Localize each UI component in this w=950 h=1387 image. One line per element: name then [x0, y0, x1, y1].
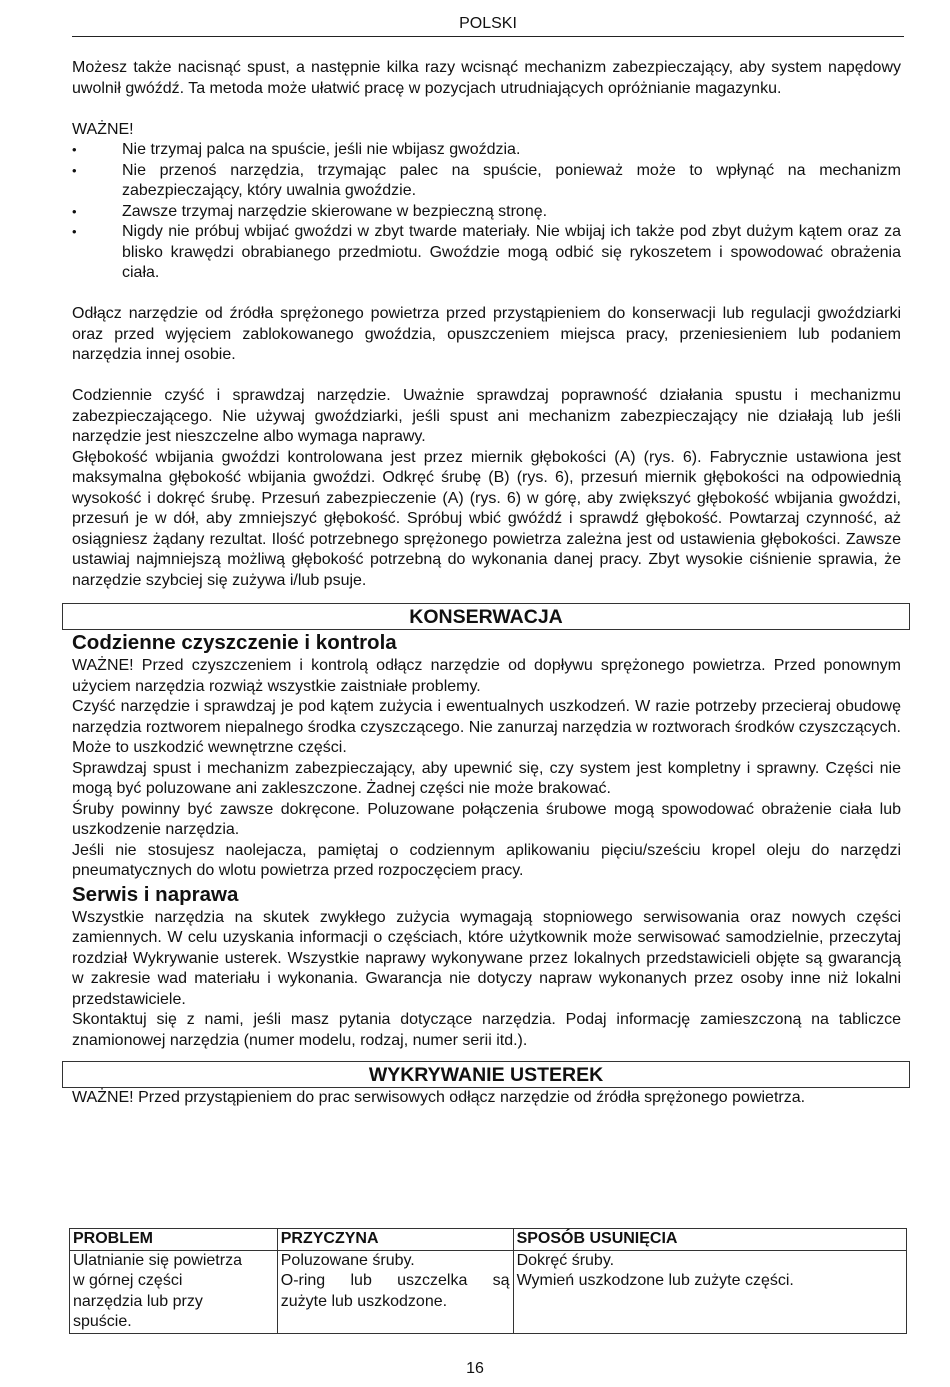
section-title-konserwacja: KONSERWACJA [62, 603, 910, 630]
cause-word: O-ring [280, 1272, 326, 1289]
cleaning-paragraph: Śruby powinny być zawsze dokręcone. Poluzowane połączenia śrubowe mogą spowodować obrażenie ciała lub uszkodzenie narzędzia. [72, 800, 901, 838]
solution-cell [513, 1250, 906, 1333]
page-header [72, 12, 904, 37]
column-header-problem: PROBLEM [70, 1229, 278, 1251]
page-number: 16 [466, 1360, 484, 1377]
warning-text: Przed przystąpieniem do prac serwisowych odłącz narzędzie od źródła sprężonego powietrza. [133, 1089, 806, 1106]
problem-line: narzędzia lub przy [73, 1292, 203, 1310]
cleaning-paragraph: Jeśli nie stosujesz naolejacza, pamiętaj o codziennym aplikowaniu pięciu/sześciu kropel oleju do narzędzi pneumatycznych do wlotu powietrza przed rozpoczęciem pracy. [72, 841, 901, 879]
solution-line: Dokręć śruby. [516, 1251, 615, 1269]
problem-line: w górnej części [73, 1272, 183, 1289]
header-language: POLSKI [459, 15, 517, 32]
cleaning-paragraph: WAŻNE! Przed czyszczeniem i kontrolą odłącz narzędzie od dopływu sprężonego powietrza. Przed ponownym użyciem narzędzia rozwiąż wszystkie zaistniałe problemy. [72, 657, 901, 695]
subsection-title-service: Serwis i naprawa [72, 882, 239, 906]
subsection-title-cleaning: Codzienne czyszczenie i kontrola [72, 631, 397, 654]
cause-word: uszczelka [397, 1272, 468, 1289]
problem-line: spuście. [73, 1313, 132, 1330]
bullet-item: • Nie przenoś narzędzia, trzymając palec na spuście, ponieważ może to wpłynąć na mechanizm zabezpieczający, który uwalnia gwoździe. [72, 161, 901, 202]
intro-paragraph-1: Możesz także nacisnąć spust, a następnie kilka razy wcisnąć mechanizm zabezpieczający, aby system napędowy uwolnił gwóźdź. Ta metoda może ułatwić pracę w pozycjach utrudniających opróżnianie magazynku. [72, 59, 901, 97]
troubleshooting-warning [72, 1088, 901, 1109]
table-header-row [70, 1229, 907, 1251]
column-header-cause: PRZYCZYNA [277, 1229, 513, 1251]
cause-line: zużyte lub uszkodzone. [280, 1292, 448, 1310]
bullet-item: • Zawsze trzymaj narzędzie skierowane w bezpieczną stronę. [72, 202, 901, 223]
cleaning-paragraph: Czyść narzędzie i sprawdzaj je pod kątem zużycia i ewentualnych uszkodzeń. W razie potrzeby przecieraj obudowę narzędzia roztworem niepalnego środka czyszczącego. Nie zanurzaj narzędzia w roztworach środków czyszczących. Może to uszkodzić wewnętrzne części. [72, 698, 901, 756]
problem-line: Ulatnianie się powietrza [73, 1251, 242, 1269]
cleaning-paragraph: Sprawdzaj spust i mechanizm zabezpieczający, aby upewnić się, czy system jest kompletny i sprawny. Części nie mogą być poluzowane ani zakleszczone. Żadnej części nie może brakować. [72, 759, 901, 797]
document-body [72, 58, 901, 1109]
cause-line-justified [281, 1271, 510, 1292]
section-title-wykrywanie: WYKRYWANIE USTEREK [62, 1061, 910, 1088]
service-paragraph: Wszystkie narzędzia na skutek zwykłego zużycia wymagają stopniowego serwisowania oraz nowych części zamiennych. W celu uzyskania informacji o częściach, które użytkownik może serwisować samodzielnie, przeczytaj rozdział Wykrywanie usterek. Wszystkie naprawy wykonywane przez lokalnych przedstawicieli objęte są gwarancją w zakresie wad materiału i wykonania. Gwarancja nie dotyczy napraw wykonanych przez osoby inne niż lokalni przedstawiciele. [72, 908, 901, 1008]
bullet-item: • Nie trzymaj palca na spuście, jeśli nie wbijasz gwoździa. [72, 140, 901, 161]
cause-word: są [492, 1272, 510, 1289]
troubleshooting-table [69, 1228, 907, 1334]
cause-cell [277, 1250, 513, 1333]
service-paragraph: Skontaktuj się z nami, jeśli masz pytania dotyczące narzędzia. Podaj informację zamieszczoną na tabliczce znamionowej narzędzia (numer modelu, rodzaj, numer serii itd.). [72, 1011, 901, 1049]
disconnect-paragraph: Odłącz narzędzie od źródła sprężonego powietrza przed przystąpieniem do konserwacji lub regulacji gwoździarki oraz przed wyjęciem zablokowanego gwoździa, opuszczeniem miejsca pracy, przeniesieniem lub podaniem narzędzia innej osobie. [72, 305, 901, 363]
important-label: WAŻNE! [72, 120, 134, 138]
solution-line: Wymień uszkodzone lub zużyte części. [516, 1272, 794, 1289]
table-row [70, 1250, 907, 1333]
important-bullet-list [72, 140, 901, 284]
daily-check-paragraph: Codziennie czyść i sprawdzaj narzędzie. Uważnie sprawdzaj poprawność działania spustu i mechanizmu zabezpieczającego. Nie używaj gwoździarki, jeśli spust ani mechanizm zabezpieczający nie działają lub jeśli narzędzie jest nieszczelne albo wymaga naprawy. [72, 387, 901, 445]
warning-label: WAŻNE! [72, 1089, 134, 1106]
bullet-item: • Nigdy nie próbuj wbijać gwoździ w zbyt twarde materiały. Nie wbijaj ich także pod zbyt dużym kątem oraz za blisko krawędzi obrabianego przedmiotu. Gwoździe mogą odbić się rykoszetem i spowodować obrażenia ciała. [72, 222, 901, 284]
depth-paragraph: Głębokość wbijania gwoździ kontrolowana jest przez miernik głębokości (A) (rys. 6). Fabrycznie ustawiona jest maksymalna głębokość wbijania gwoździ. Odkręć śrubę (B) (rys. 6), przesuń miernik głębokości na odpowiednią wysokość i dokręć śrubę. Przesuń zabezpieczenie (A) (rys. 6) w górę, aby zwiększyć głębokość wbijania gwoździ, przesuń je w dół, aby zmniejszyć głębokość. Spróbuj wbić gwóźdź i sprawdź głębokość. Powtarzaj czynność, aż osiągniesz żądany rezultat. Ilość potrzebnego sprężonego powietrza zależna jest od ustawienia głębokości. Zawsze ustawiaj najmniejszą możliwą głębokość potrzebną do wykonania danej pracy. Zbyt wysokie ciśnienie sprawia, że narzędzie szybciej się zużywa i/lub psuje. [72, 448, 901, 589]
cause-word: lub [350, 1272, 372, 1289]
column-header-solution: SPOSÓB USUNIĘCIA [513, 1229, 906, 1251]
cause-line: Poluzowane śruby. [280, 1251, 415, 1269]
problem-cell [70, 1250, 278, 1333]
